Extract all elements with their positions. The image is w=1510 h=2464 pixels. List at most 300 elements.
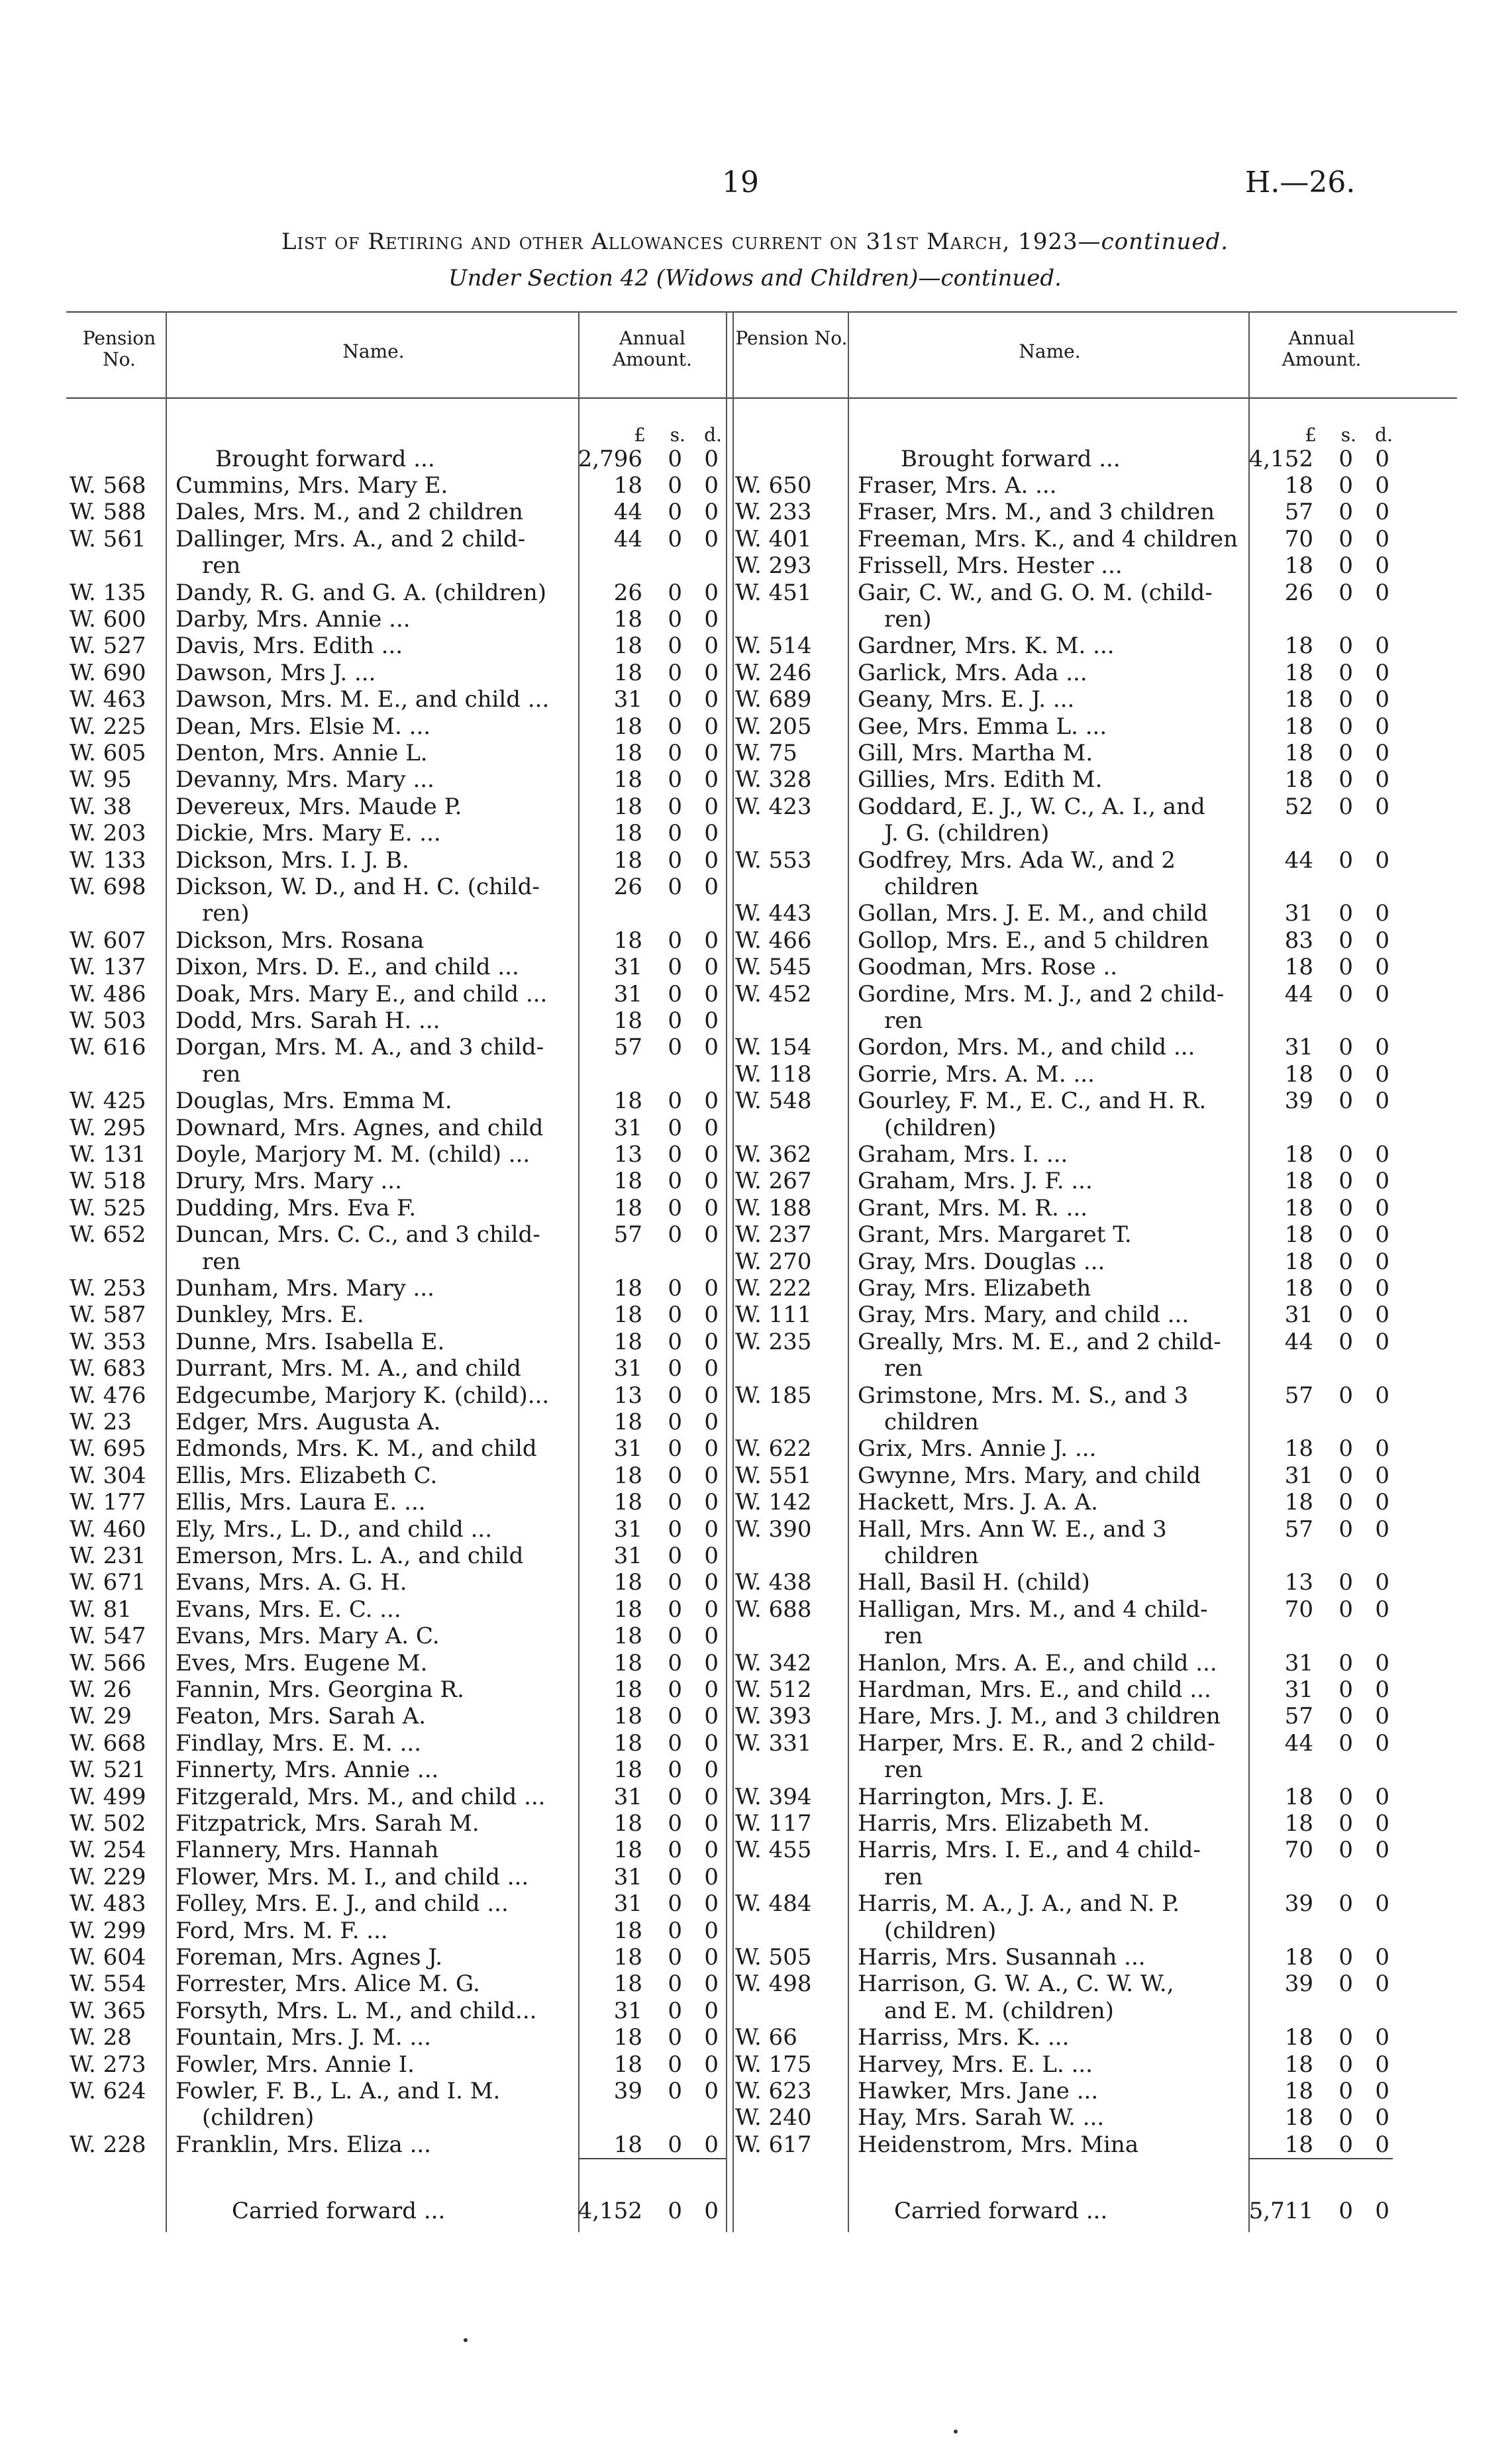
annual-amount <box>576 1088 719 1114</box>
pension-number: W. 617 <box>735 2131 812 2158</box>
table-row <box>70 1409 732 1435</box>
amount-pounds: 44 <box>1284 980 1313 1007</box>
amount-pounds: 18 <box>613 1168 642 1195</box>
amount-pounds: 18 <box>613 740 642 766</box>
amount-pounds: 70 <box>1284 1837 1313 1864</box>
annual-amount <box>576 981 719 1007</box>
annual-amount <box>1247 2131 1389 2158</box>
pension-number: W. 451 <box>735 579 812 606</box>
amount-pence: 0 <box>1375 1890 1389 1918</box>
amount-pence: 0 <box>1375 1435 1389 1463</box>
amount-pounds: 18 <box>613 1596 642 1623</box>
annual-amount <box>1247 954 1389 980</box>
beneficiary-name: Harriss, Mrs. K. ... <box>858 2024 1070 2051</box>
pension-no-header: Pension No. <box>82 327 156 370</box>
currency-units <box>579 424 729 448</box>
annual-amount <box>576 660 719 686</box>
amount-pence: 0 <box>1375 472 1389 499</box>
amount-pence: 0 <box>1375 1328 1389 1355</box>
beneficiary-name: Fitzpatrick, Mrs. Sarah M. <box>176 1810 479 1837</box>
amount-pounds: 39 <box>1284 1971 1313 1998</box>
right-carried-forward-row <box>735 2198 1397 2224</box>
amount-pence: 0 <box>1375 740 1389 766</box>
pension-number: W. 131 <box>70 1141 146 1168</box>
amount-shillings: 0 <box>1338 1302 1353 1329</box>
amount-pounds: 18 <box>613 1302 642 1329</box>
annual-amount <box>576 1596 719 1623</box>
annual-amount <box>576 1543 719 1569</box>
pension-number: W. 502 <box>70 1810 146 1837</box>
beneficiary-name: Gee, Mrs. Emma L. ... <box>858 713 1107 740</box>
annual-amount <box>1247 1141 1389 1168</box>
amount-pence: 0 <box>704 847 719 874</box>
amount-pence: 0 <box>704 1596 719 1623</box>
beneficiary-name: Hardman, Mrs. E., and child ... <box>858 1676 1211 1703</box>
pension-number: W. 525 <box>70 1194 146 1221</box>
beneficiary-name: Garlick, Mrs. Ada ... <box>858 659 1087 686</box>
annual-amount <box>576 1837 719 1863</box>
beneficiary-name: children <box>884 1543 979 1569</box>
amount-pence: 0 <box>704 1168 719 1195</box>
pension-number: W. 486 <box>70 980 146 1007</box>
pension-number: W. 203 <box>70 820 146 847</box>
amount-pounds: 31 <box>1284 900 1313 927</box>
annual-amount <box>576 526 719 552</box>
amount-pence: 0 <box>1375 1729 1389 1757</box>
annual-amount <box>1247 740 1389 766</box>
amount-pence: 0 <box>1375 1489 1389 1516</box>
amount-shillings: 0 <box>1338 472 1353 499</box>
pension-number: W. 668 <box>70 1729 146 1757</box>
amount-pounds: 18 <box>1284 633 1313 660</box>
amount-pence: 0 <box>1375 1810 1389 1837</box>
pension-number: W. 133 <box>70 847 146 874</box>
beneficiary-name: Dixon, Mrs. D. E., and child ... <box>176 954 519 981</box>
amount-shillings: 0 <box>1338 1168 1353 1195</box>
amount-pounds: 39 <box>1284 1890 1313 1918</box>
beneficiary-name: Gourley, F. M., E. C., and H. R. <box>858 1088 1207 1115</box>
amount-pence: 0 <box>704 499 719 526</box>
name-header: Name. <box>1019 340 1081 362</box>
amount-pounds: 31 <box>613 954 642 981</box>
amount-pence: 0 <box>1375 1515 1389 1543</box>
table-row <box>735 1837 1397 1863</box>
amount-pence: 0 <box>704 1676 719 1703</box>
beneficiary-name: J. G. (children) <box>884 820 1050 847</box>
amount-shillings: 0 <box>668 1007 682 1034</box>
amount-pence: 0 <box>704 1810 719 1837</box>
amount-pounds: 18 <box>613 793 642 820</box>
annual-amount <box>1247 981 1389 1007</box>
beneficiary-name: Dudding, Mrs. Eva F. <box>176 1194 417 1221</box>
pension-number: W. 362 <box>735 1141 812 1168</box>
amount-shillings: 0 <box>1338 1676 1353 1703</box>
beneficiary-name: Ely, Mrs., L. D., and child ... <box>176 1515 493 1543</box>
table-row <box>70 526 732 552</box>
amount-pounds: 31 <box>613 1355 642 1382</box>
pension-number: W. 95 <box>70 766 132 794</box>
amount-pounds: 5,711 <box>1248 2198 1313 2224</box>
amount-pounds: 13 <box>613 1382 642 1409</box>
table-row <box>70 2051 732 2078</box>
table-row <box>70 472 732 499</box>
amount-shillings: 0 <box>1338 1729 1353 1757</box>
table-row <box>70 580 732 606</box>
amount-pounds: 31 <box>613 1114 642 1141</box>
currency-unit-labels <box>1250 424 1393 446</box>
table-row <box>70 660 732 686</box>
amount-pence: 0 <box>704 2131 719 2158</box>
amount-pounds: 18 <box>1284 954 1313 981</box>
table-row-continuation <box>735 1355 1397 1382</box>
name-header: Name. <box>342 340 405 362</box>
amount-pence: 0 <box>704 1997 719 2024</box>
amount-pounds: 52 <box>1284 793 1313 820</box>
beneficiary-name: ren <box>202 1060 241 1088</box>
amount-shillings: 0 <box>668 874 682 900</box>
amount-pence: 0 <box>1375 900 1389 927</box>
shilling-unit: s. <box>670 424 685 446</box>
amount-pence: 0 <box>704 874 719 900</box>
amount-pounds: 18 <box>1284 1489 1313 1516</box>
amount-pounds: 31 <box>613 1783 642 1810</box>
amount-shillings: 0 <box>668 579 682 606</box>
pension-number: W. 671 <box>70 1569 146 1596</box>
beneficiary-name: (children) <box>884 1917 997 1944</box>
beneficiary-name: Downard, Mrs. Agnes, and child <box>176 1114 544 1141</box>
amount-shillings: 0 <box>1338 1435 1353 1463</box>
carried-forward-label: Carried forward ... <box>894 2198 1108 2224</box>
amount-pence: 0 <box>704 713 719 740</box>
annual-amount <box>1247 1034 1389 1060</box>
amount-pence: 0 <box>704 793 719 820</box>
table-row-continuation <box>735 606 1397 633</box>
pension-number: W. 527 <box>70 633 146 660</box>
pension-number: W. 222 <box>735 1275 812 1302</box>
beneficiary-name: Graham, Mrs. J. F. ... <box>858 1168 1093 1195</box>
amount-pounds: 18 <box>613 1729 642 1757</box>
list-title-continued: continued. <box>1101 229 1229 255</box>
pension-number: W. 142 <box>735 1489 812 1516</box>
beneficiary-name: Franklin, Mrs. Eliza ... <box>176 2131 431 2158</box>
beneficiary-name: Evans, Mrs. A. G. H. <box>176 1569 407 1596</box>
beneficiary-name: Dunne, Mrs. Isabella E. <box>176 1328 445 1355</box>
annual-amount <box>1247 472 1389 499</box>
carried-forward-label: Carried forward ... <box>232 2198 446 2224</box>
amount-shillings: 0 <box>1338 954 1353 981</box>
amount-shillings: 0 <box>1338 927 1353 954</box>
beneficiary-name: Geany, Mrs. E. J. ... <box>858 686 1075 713</box>
pension-number: W. 588 <box>70 499 146 526</box>
amount-shillings: 0 <box>668 1917 682 1944</box>
annual-amount <box>1247 552 1389 579</box>
annual-amount <box>1247 660 1389 686</box>
amount-pounds: 31 <box>1284 1462 1313 1489</box>
pension-number: W. 455 <box>735 1837 812 1864</box>
amount-shillings: 0 <box>668 2051 682 2078</box>
amount-pence: 0 <box>1375 2104 1389 2131</box>
pence-unit: d. <box>704 424 722 446</box>
pension-number: W. 624 <box>70 2078 146 2104</box>
table-row <box>70 820 732 847</box>
beneficiary-name: Grix, Mrs. Annie J. ... <box>858 1435 1097 1463</box>
table-row <box>735 1703 1397 1729</box>
amount-pence: 0 <box>704 2051 719 2078</box>
beneficiary-name: Freeman, Mrs. K., and 4 children <box>858 525 1238 552</box>
amount-shillings: 0 <box>1338 1034 1353 1061</box>
table-row <box>735 1463 1397 1489</box>
amount-pounds: 57 <box>1284 1703 1313 1730</box>
annual-amount <box>576 794 719 820</box>
table-row <box>735 660 1397 686</box>
annual-amount <box>1247 1730 1389 1757</box>
beneficiary-name: (children) <box>884 1114 997 1141</box>
amount-pence: 0 <box>1375 1194 1389 1221</box>
table-row <box>735 526 1397 552</box>
amount-pounds: 57 <box>1284 1515 1313 1543</box>
table-row <box>735 1302 1397 1328</box>
beneficiary-name: Harris, M. A., J. A., and N. P. <box>858 1890 1180 1918</box>
annual-amount <box>576 820 719 847</box>
amount-pounds: 18 <box>613 1649 642 1676</box>
amount-shillings: 0 <box>668 1462 682 1489</box>
amount-shillings: 0 <box>668 1328 682 1355</box>
amount-shillings: 0 <box>1338 740 1353 766</box>
beneficiary-name: Fannin, Mrs. Georgina R. <box>176 1676 464 1703</box>
amount-shillings: 0 <box>668 2024 682 2051</box>
table-row <box>70 1543 732 1569</box>
annual-amount <box>1247 1329 1389 1355</box>
amount-shillings: 0 <box>668 686 682 713</box>
amount-pence: 0 <box>704 1435 719 1463</box>
pension-number: W. 566 <box>70 1649 146 1676</box>
table-row <box>735 1650 1397 1676</box>
beneficiary-name: Darby, Mrs. Annie ... <box>176 606 411 633</box>
table-row <box>735 1971 1397 1997</box>
beneficiary-name: ren <box>884 1355 923 1382</box>
list-title <box>0 229 1510 255</box>
beneficiary-name: Greally, Mrs. M. E., and 2 child- <box>858 1328 1221 1355</box>
amount-shillings: 0 <box>668 1302 682 1329</box>
annual-amount <box>576 1275 719 1302</box>
amount-shillings: 0 <box>668 1088 682 1115</box>
amount-shillings: 0 <box>668 1382 682 1409</box>
amount-pounds: 18 <box>613 1088 642 1115</box>
amount-pounds: 39 <box>1284 1088 1313 1115</box>
table-row <box>735 1569 1397 1596</box>
table-row <box>70 1007 732 1034</box>
amount-shillings: 0 <box>1338 499 1353 526</box>
amount-shillings: 0 <box>1338 686 1353 713</box>
pension-number: W. 514 <box>735 633 812 660</box>
pension-number: W. 518 <box>70 1168 146 1195</box>
pence-unit: d. <box>1375 424 1393 446</box>
beneficiary-name: children <box>884 1409 979 1435</box>
amount-pounds: 18 <box>613 1275 642 1302</box>
amount-pence: 0 <box>704 766 719 794</box>
amount-pence: 0 <box>1375 1088 1389 1115</box>
amount-pence: 0 <box>704 980 719 1007</box>
amount-pounds: 44 <box>613 525 642 552</box>
amount-pence: 0 <box>704 2024 719 2051</box>
amount-pounds: 31 <box>613 1997 642 2024</box>
beneficiary-name: ren <box>884 1623 923 1650</box>
amount-shillings: 0 <box>668 1569 682 1596</box>
table-row <box>70 1784 732 1810</box>
table-row-continuation <box>735 820 1397 847</box>
pension-number: W. 299 <box>70 1917 146 1944</box>
amount-shillings: 0 <box>668 2131 682 2158</box>
pension-number: W. 254 <box>70 1837 146 1864</box>
table-row-continuation <box>735 1115 1397 1141</box>
beneficiary-name: Graham, Mrs. I. ... <box>858 1141 1068 1168</box>
right-table <box>735 424 1397 2212</box>
amount-shillings: 0 <box>1338 1515 1353 1543</box>
pension-no-header: Pension No. <box>735 327 848 349</box>
amount-shillings: 0 <box>668 1703 682 1730</box>
amount-pounds: 44 <box>1284 1328 1313 1355</box>
amount-pence: 0 <box>1375 2198 1389 2224</box>
amount-shillings: 0 <box>1338 1944 1353 1971</box>
amount-pounds: 31 <box>1284 1676 1313 1703</box>
beneficiary-name: Cummins, Mrs. Mary E. <box>176 472 448 499</box>
amount-pounds: 18 <box>613 820 642 847</box>
section-subtitle-text: Under Section 42 (Widows and Children)—continued. <box>448 265 1062 291</box>
table-row <box>735 1249 1397 1275</box>
annual-amount <box>576 1757 719 1783</box>
table-row <box>735 1382 1397 1409</box>
beneficiary-name: Harrington, Mrs. J. E. <box>858 1783 1105 1810</box>
amount-pence: 0 <box>1375 1168 1389 1195</box>
pension-number: W. 605 <box>70 740 146 766</box>
amount-pence: 0 <box>704 525 719 552</box>
beneficiary-name: Harris, Mrs. Susannah ... <box>858 1944 1146 1971</box>
section-subtitle <box>0 265 1510 291</box>
amount-shillings: 0 <box>1338 1596 1353 1623</box>
amount-pounds: 31 <box>613 1863 642 1890</box>
amount-shillings: 0 <box>668 1435 682 1463</box>
table-row <box>70 740 732 766</box>
amount-pounds: 70 <box>1284 1596 1313 1623</box>
amount-pence: 0 <box>704 1515 719 1543</box>
amount-pence: 0 <box>704 1382 719 1409</box>
pension-number: W. 553 <box>735 847 812 874</box>
amount-pence: 0 <box>1375 1703 1389 1730</box>
pension-number: W. 463 <box>70 686 146 713</box>
table-row <box>735 1195 1397 1221</box>
column-divider <box>732 311 734 2232</box>
annual-amount <box>576 633 719 659</box>
beneficiary-name: Forrester, Mrs. Alice M. G. <box>176 1971 480 1998</box>
amount-pence: 0 <box>704 472 719 499</box>
annual-amount <box>1247 1650 1389 1676</box>
table-row <box>735 1676 1397 1703</box>
document-code: H.—26. <box>1245 166 1356 199</box>
amount-pence: 0 <box>1375 552 1389 580</box>
amount-pounds: 18 <box>613 2131 642 2158</box>
annual-amount <box>576 1007 719 1034</box>
amount-pence: 0 <box>704 1757 719 1784</box>
table-row <box>735 1489 1397 1515</box>
beneficiary-name: Doyle, Marjory M. M. (child) ... <box>176 1141 530 1168</box>
amount-pence: 0 <box>704 2078 719 2104</box>
amount-pounds: 18 <box>1284 2131 1313 2158</box>
beneficiary-name: Fraser, Mrs. M., and 3 children <box>858 499 1215 526</box>
amount-shillings: 0 <box>668 1649 682 1676</box>
amount-shillings: 0 <box>668 1275 682 1302</box>
table-row <box>70 1998 732 2024</box>
amount-shillings: 0 <box>1338 659 1353 686</box>
beneficiary-name: Dickson, Mrs. Rosana <box>176 927 425 954</box>
annual-amount <box>1247 794 1389 820</box>
beneficiary-name: Hay, Mrs. Sarah W. ... <box>858 2104 1105 2131</box>
amount-pence: 0 <box>704 1007 719 1034</box>
annual-amount <box>1247 1837 1389 1863</box>
amount-pence: 0 <box>704 1034 719 1061</box>
amount-shillings: 0 <box>668 1729 682 1757</box>
pension-number: W. 484 <box>735 1890 812 1918</box>
amount-shillings: 0 <box>668 1997 682 2024</box>
amount-shillings: 0 <box>1338 1382 1353 1409</box>
pension-number: W. 135 <box>70 579 146 606</box>
amount-pounds: 18 <box>1284 1221 1313 1249</box>
table-row <box>735 1596 1397 1623</box>
amount-pence: 0 <box>1375 766 1389 794</box>
pension-number: W. 117 <box>735 1810 812 1837</box>
beneficiary-name: Gair, C. W., and G. O. M. (child- <box>858 579 1213 606</box>
pension-number: W. 240 <box>735 2104 812 2131</box>
amount-shillings: 0 <box>668 499 682 526</box>
annual-amount <box>1247 1302 1389 1328</box>
brought-forward-label: Brought forward ... <box>215 446 435 472</box>
annual-amount <box>576 1676 719 1703</box>
beneficiary-name: ren <box>884 1007 923 1034</box>
beneficiary-name: Drury, Mrs. Mary ... <box>176 1168 402 1195</box>
table-row <box>735 1034 1397 1060</box>
pension-number: W. 23 <box>70 1409 132 1435</box>
beneficiary-name: children <box>884 874 979 900</box>
amount-pence: 0 <box>704 1729 719 1757</box>
beneficiary-name: Edgecumbe, Marjory K. (child)... <box>176 1382 550 1409</box>
amount-shillings: 0 <box>668 847 682 874</box>
amount-pence: 0 <box>704 1623 719 1650</box>
beneficiary-name: ren <box>884 1863 923 1890</box>
amount-shillings: 0 <box>668 1221 682 1249</box>
amount-pence: 0 <box>704 740 719 766</box>
amount-pounds: 18 <box>1284 2051 1313 2078</box>
pension-number: W. 551 <box>735 1462 812 1489</box>
amount-pence: 0 <box>1375 2051 1389 2078</box>
amount-shillings: 0 <box>668 1409 682 1435</box>
amount-pounds: 18 <box>613 1971 642 1998</box>
beneficiary-name: Gray, Mrs. Douglas ... <box>858 1248 1105 1275</box>
pound-unit: £ <box>634 424 646 446</box>
amount-pence: 0 <box>704 1328 719 1355</box>
beneficiary-name: Gardner, Mrs. K. M. ... <box>858 633 1115 660</box>
annual-amount <box>1247 1463 1389 1489</box>
amount-shillings: 0 <box>1338 1141 1353 1168</box>
table-row <box>735 1730 1397 1757</box>
amount-shillings: 0 <box>1338 1194 1353 1221</box>
beneficiary-name: Fraser, Mrs. A. ... <box>858 472 1057 499</box>
table-row <box>735 1221 1397 1248</box>
amount-pence: 0 <box>704 686 719 713</box>
amount-shillings: 0 <box>668 740 682 766</box>
pension-number: W. 365 <box>70 1997 146 2024</box>
table-row <box>70 499 732 525</box>
table-row <box>735 794 1397 820</box>
amount-shillings: 0 <box>1338 1248 1353 1275</box>
